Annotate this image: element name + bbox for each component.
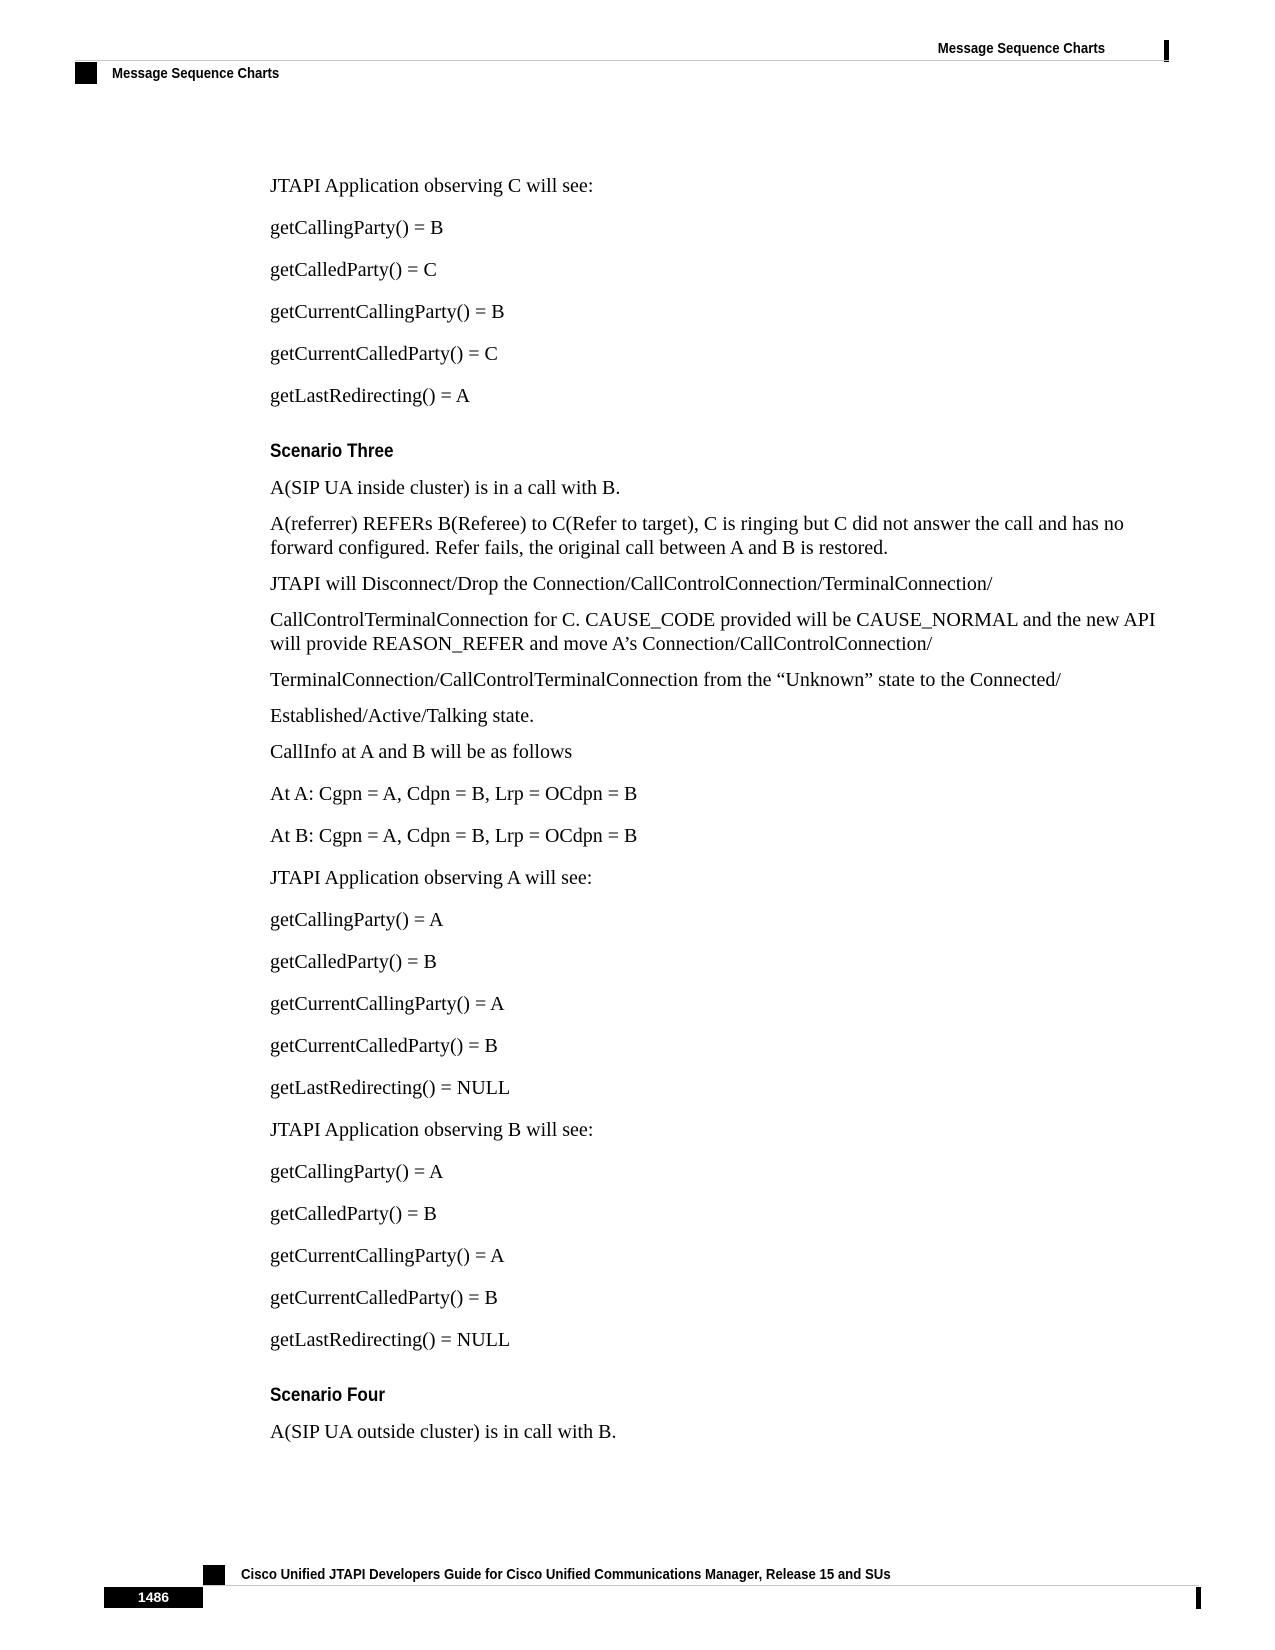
paragraph: At A: Cgpn = A, Cdpn = B, Lrp = OCdpn = B — [270, 783, 638, 805]
paragraph: getCurrentCallingParty() = B — [270, 301, 505, 323]
header-rule — [75, 60, 1169, 61]
paragraph: A(referrer) REFERs B(Referee) to C(Refer to target), C is ringing but C did not answer the call and has no forward configured. Refer fails, the original call between A and B is restored. — [270, 513, 1124, 559]
paragraph: JTAPI Application observing A will see: — [270, 867, 593, 889]
header-running-title-right: Message Sequence Charts — [937, 40, 1105, 57]
paragraph: getCurrentCalledParty() = C — [270, 343, 498, 365]
paragraph: A(SIP UA inside cluster) is in a call with B. — [270, 477, 621, 499]
footer-square — [203, 1565, 225, 1586]
paragraph: getCurrentCalledParty() = B — [270, 1035, 498, 1057]
header-square — [75, 62, 97, 84]
paragraph: getCallingParty() = B — [270, 217, 444, 239]
footer-rule — [203, 1585, 1199, 1586]
paragraph: JTAPI Application observing C will see: — [270, 175, 594, 197]
paragraph: getLastRedirecting() = NULL — [270, 1329, 511, 1351]
paragraph: Established/Active/Talking state. — [270, 705, 535, 727]
section-heading-scenario-three: Scenario Three — [270, 441, 394, 462]
paragraph: JTAPI will Disconnect/Drop the Connection/CallControlConnection/TerminalConnection/ — [270, 573, 993, 595]
paragraph: getLastRedirecting() = A — [270, 385, 471, 407]
page-body — [270, 174, 1170, 1462]
footer-book-title: Cisco Unified JTAPI Developers Guide for Cisco Unified Communications Manager, Release 15 and SUs — [241, 1566, 891, 1583]
footer-bar-right — [1196, 1587, 1201, 1609]
paragraph: CallInfo at A and B will be as follows — [270, 741, 573, 763]
paragraph: getCalledParty() = B — [270, 951, 437, 973]
page-number: 1486 — [104, 1587, 203, 1608]
header-bar-right — [1164, 40, 1169, 62]
paragraph: getCallingParty() = A — [270, 909, 444, 931]
paragraph: JTAPI Application observing B will see: — [270, 1119, 594, 1141]
paragraph: getCurrentCallingParty() = A — [270, 993, 505, 1015]
section-heading-scenario-four: Scenario Four — [270, 1385, 385, 1406]
paragraph: getCalledParty() = B — [270, 1203, 437, 1225]
paragraph: CallControlTerminalConnection for C. CAUSE_CODE provided will be CAUSE_NORMAL and the new API will provide REASON_REFER and move A’s Connection/CallControlConnection/ — [270, 609, 1156, 655]
paragraph: getCurrentCallingParty() = A — [270, 1245, 505, 1267]
paragraph: At B: Cgpn = A, Cdpn = B, Lrp = OCdpn = B — [270, 825, 638, 847]
paragraph: getCallingParty() = A — [270, 1161, 444, 1183]
paragraph: getCalledParty() = C — [270, 259, 437, 281]
header-running-title-left: Message Sequence Charts — [112, 65, 280, 82]
paragraph: getCurrentCalledParty() = B — [270, 1287, 498, 1309]
paragraph: A(SIP UA outside cluster) is in call with B. — [270, 1421, 617, 1443]
paragraph: TerminalConnection/CallControlTerminalConnection from the “Unknown” state to the Connected/ — [270, 669, 1061, 691]
paragraph: getLastRedirecting() = NULL — [270, 1077, 511, 1099]
